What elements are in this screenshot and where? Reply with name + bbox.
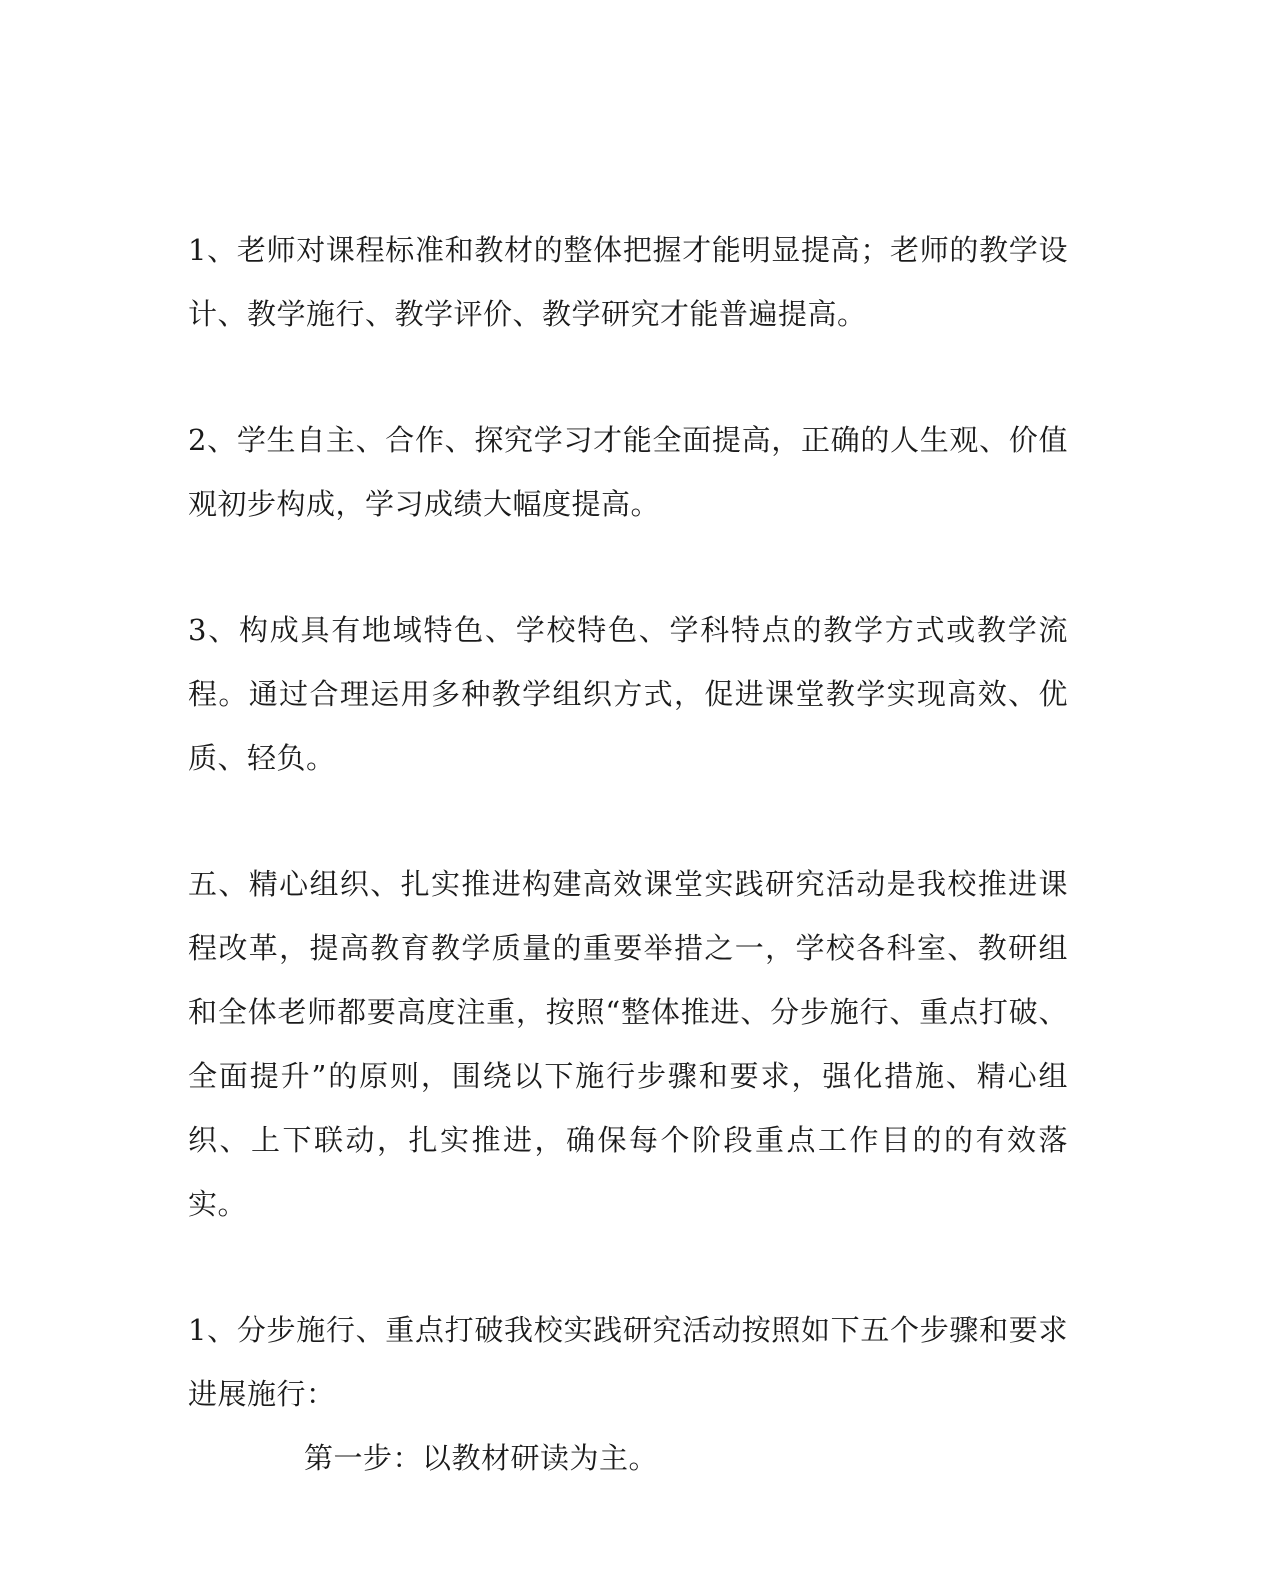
paragraph-section-five: 五、精心组织、扎实推进构建高效课堂实践研究活动是我校推进课程改革，提高教育教学质量的重要举措之一，学校各科室、教研组和全体老师都要高度注重，按照“整体推进、分步施行、重点打破、全面提升”的原则，围绕以下施行步骤和要求，强化措施、精心组织、上下联动，扎实推进，确保每个阶段重点工作目的的有效落实。	[188, 867, 1068, 1221]
paragraph-step-one: 第一步：以教材研读为主。	[304, 1441, 659, 1475]
document-body	[188, 218, 1068, 1490]
paragraph-student-learning: 2、学生自主、合作、探究学习才能全面提高，正确的人生观、价值观初步构成，学习成绩大幅度提高。	[188, 423, 1068, 521]
paragraph-steps-intro: 1、分步施行、重点打破我校实践研究活动按照如下五个步骤和要求进展施行：	[188, 1313, 1068, 1411]
paragraph-teaching-mode: 3、构成具有地域特色、学校特色、学科特点的教学方式或教学流程。通过合理运用多种教学组织方式，促进课堂教学实现高效、优质、轻负。	[188, 613, 1068, 775]
paragraph-teacher-ability: 1、老师对课程标准和教材的整体把握才能明显提高；老师的教学设计、教学施行、教学评价、教学研究才能普遍提高。	[188, 233, 1068, 331]
